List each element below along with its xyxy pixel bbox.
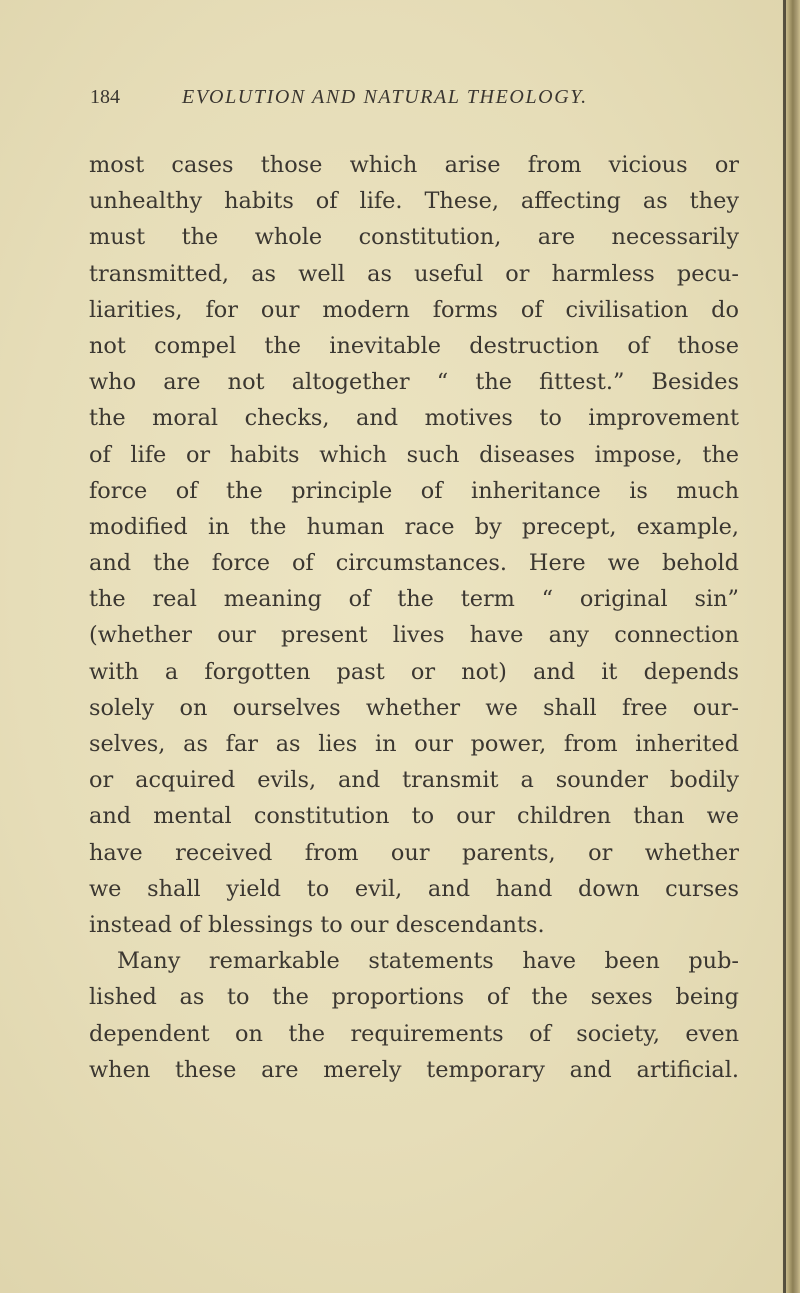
page-gutter-edge [783, 0, 786, 1293]
paragraph-start-line: Many remarkable statements have been pub- [117, 948, 739, 975]
text-line: dependent on the requirements of society, even [89, 1020, 739, 1047]
text-line: who are not altogether “ the fittest.” Besides [89, 369, 739, 396]
page-number: 184 [90, 86, 120, 108]
text-line: selves, as far as lies in our power, from inherited [89, 731, 739, 757]
text-line: and mental constitution to our children than we [89, 803, 739, 830]
text-line: of life or habits which such diseases impose, the [89, 441, 739, 468]
text-line: (whether our present lives have any connection [89, 622, 739, 649]
text-line: with a forgotten past or not) and it depends [89, 658, 739, 685]
text-line: unhealthy habits of life. These, affecting as they [89, 188, 739, 215]
text-line: or acquired evils, and transmit a sounder bodily [89, 767, 739, 794]
text-line: not compel the inevitable destruction of those [89, 332, 739, 359]
text-line: the real meaning of the term “ original sin” [89, 586, 739, 613]
text-line: and the force of circumstances. Here we behold [89, 550, 739, 577]
text-line: have received from our parents, or whether [89, 839, 739, 866]
body-text [89, 147, 739, 1088]
text-line: force of the principle of inheritance is much [89, 477, 739, 504]
text-line: transmitted, as well as useful or harmless pecu- [89, 260, 739, 287]
text-line: lished as to the proportions of the sexes being [89, 984, 739, 1011]
page-header [90, 86, 730, 116]
text-line: modified in the human race by precept, example, [89, 513, 739, 540]
text-line: solely on ourselves whether we shall free our- [89, 694, 739, 721]
text-line: the moral checks, and motives to improvement [89, 405, 739, 432]
running-title: EVOLUTION AND NATURAL THEOLOGY. [182, 86, 588, 108]
paragraph-end-line: instead of blessings to our descendants. [89, 911, 545, 938]
text-line: when these are merely temporary and artificial. [89, 1056, 739, 1083]
text-line: must the whole constitution, are necessarily [89, 224, 739, 251]
text-line: liarities, for our modern forms of civilisation do [89, 296, 739, 323]
text-line: most cases those which arise from vicious or [89, 152, 739, 178]
text-line: we shall yield to evil, and hand down curses [89, 875, 739, 902]
